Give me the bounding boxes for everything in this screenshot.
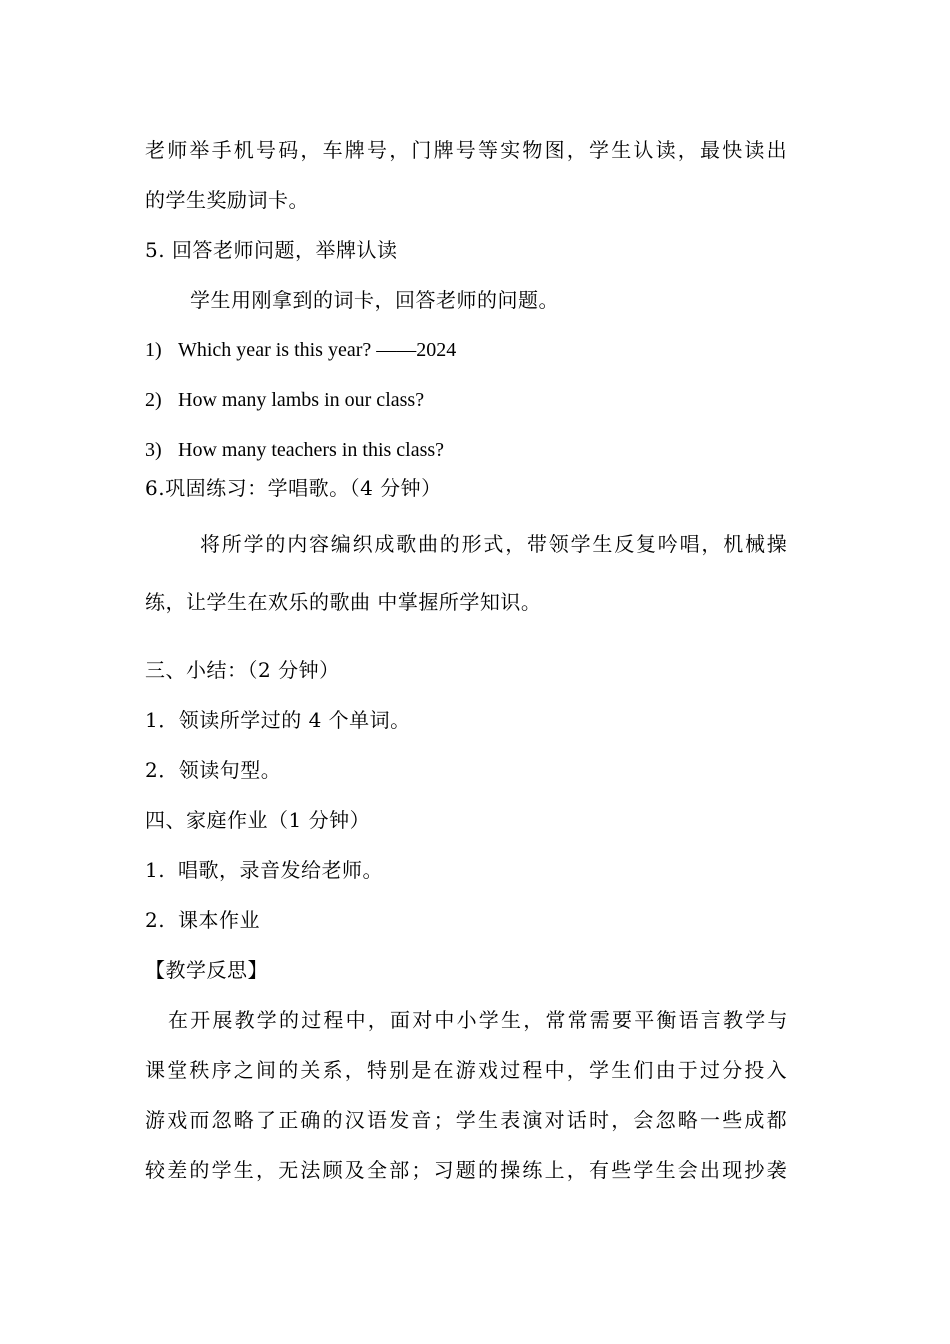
paragraph-line: 练，让学生在欢乐的歌曲 中掌握所学知识。 <box>145 590 542 614</box>
section-heading: 四、家庭作业（1 分钟） <box>145 808 371 832</box>
paragraph-line: 游戏而忽略了正确的汉语发音；学生表演对话时，会忽略一些成都 <box>145 1108 789 1132</box>
section-heading: 三、小结：（2 分钟） <box>145 658 340 682</box>
list-item <box>145 907 260 933</box>
section-heading: 6.巩固练习：学唱歌。（4 分钟） <box>145 476 442 500</box>
question-number: 1) <box>145 339 162 361</box>
paragraph-line: 的学生奖励词卡。 <box>145 188 309 212</box>
paragraph-line: 学生用刚拿到的词卡，回答老师的问题。 <box>190 288 559 312</box>
paragraph-line: 老师举手机号码，车牌号，门牌号等实物图，学生认读，最快读出 <box>145 138 789 162</box>
question-item <box>145 337 456 363</box>
list-item: 2．领读句型。 <box>145 758 282 782</box>
question-number: 3) <box>145 439 162 461</box>
question-item <box>145 387 424 413</box>
section-heading: 【教学反思】 <box>145 958 268 982</box>
list-number: 2. <box>145 908 166 932</box>
list-number: 1. <box>145 858 166 882</box>
question-text: How many lambs in our class? <box>178 389 425 411</box>
question-text: How many teachers in this class? <box>178 439 445 461</box>
list-text: 课本作业 <box>178 908 260 932</box>
question-item <box>145 437 444 463</box>
paragraph-line: 课堂秩序之间的关系，特别是在游戏过程中，学生们由于过分投入 <box>145 1058 789 1082</box>
list-item: 1．领读所学过的 4 个单词。 <box>145 708 411 732</box>
list-text: 唱歌，录音发给老师。 <box>178 858 383 882</box>
section-heading: 5. 回答老师问题，举牌认读 <box>145 238 398 262</box>
paragraph-line: 在开展教学的过程中，面对中小学生，常常需要平衡语言教学与 <box>168 1008 790 1032</box>
paragraph-line: 较差的学生，无法顾及全部；习题的操练上，有些学生会出现抄袭 <box>145 1158 789 1182</box>
question-number: 2) <box>145 389 162 411</box>
list-item <box>145 857 383 883</box>
paragraph-line: 将所学的内容编织成歌曲的形式，带领学生反复吟唱，机械操 <box>200 532 789 556</box>
question-text: Which year is this year? ——2024 <box>178 339 457 361</box>
